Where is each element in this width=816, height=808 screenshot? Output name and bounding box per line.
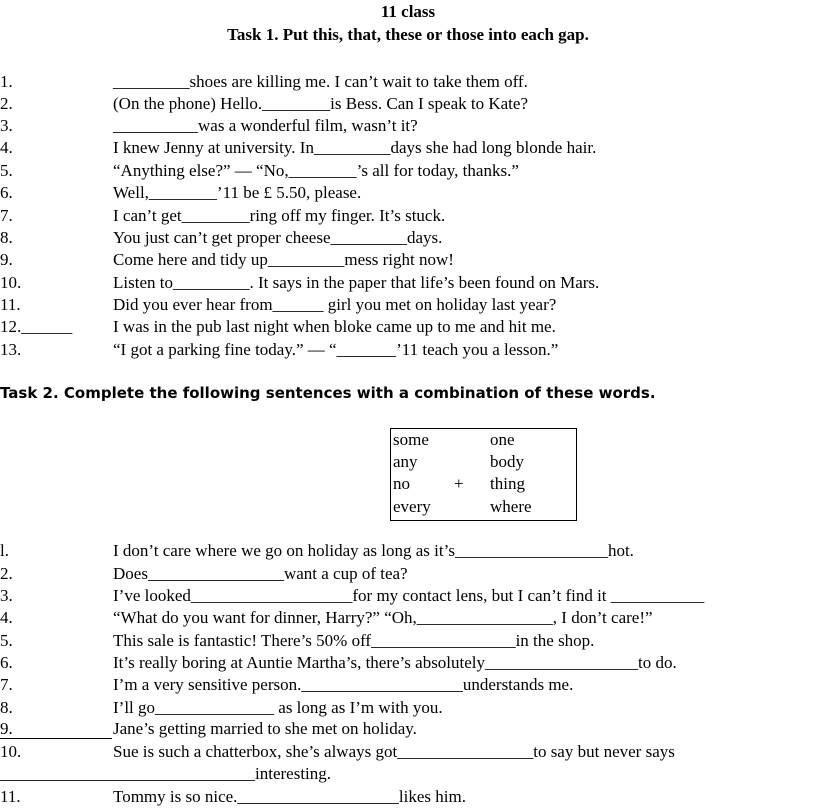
task2-item [0,786,816,808]
item-number: 11. [0,787,21,806]
task2-item [0,652,816,674]
item-number: l. [0,541,9,560]
prefix-word: any [393,452,418,471]
item-number: 7. [0,675,13,694]
task2-item [0,563,816,585]
item-number: 11. [0,295,21,314]
item-text: I don’t care where we go on holiday as long as it’s__________________hot. [113,541,634,560]
item-text: I’m a very sensitive person.___________________understands me. [113,675,574,694]
task2-title: Task 2. Complete the following sentences with a combination of these words. [0,384,656,402]
item-number: 4. [0,138,13,157]
item-text: It’s really boring at Auntie Martha’s, there’s absolutely__________________to do. [113,653,677,672]
word-combination-box [390,428,577,521]
item-number: 3. [0,586,13,605]
item-text: Jane’s getting married to she met on holiday. [113,719,417,738]
item-number: 5. [0,161,13,180]
item-number: 2. [0,564,13,583]
item-text: Listen to_________. It says in the paper that life’s been found on Mars. [113,273,600,292]
plus-sign: + [454,474,464,493]
suffix-word: where [490,497,532,516]
item-text: Did you ever hear from______ girl you met on holiday last year? [113,295,557,314]
task2-item [0,718,816,740]
item-text: “I got a parking fine today.” — “_______’11 teach you a lesson.” [113,340,559,359]
suffix-word: one [490,430,515,449]
item-text: Well,________’11 be £ 5.50, please. [113,183,362,202]
item-number: 9. [0,250,13,269]
item-number: 9. [0,719,13,738]
task2-item [0,540,816,562]
task1-item [0,115,816,137]
item-number: 10. [0,742,22,761]
item-number: 7. [0,206,13,225]
item-number: 6. [0,183,13,202]
task1-item [0,272,816,294]
item-number: 13. [0,340,22,359]
task1-item [0,316,816,338]
task1-item [0,160,816,182]
prefix-word: every [393,497,431,516]
item-number: 2. [0,94,13,113]
task2-item [0,630,816,652]
suffix-word: body [490,452,524,471]
task2-item [0,607,816,629]
item-text: I’ve looked___________________for my contact lens, but I can’t find it ___________ [113,586,705,605]
task2-item [0,585,816,607]
item-text: Come here and tidy up_________mess right now! [113,250,454,269]
prefix-word: no [393,474,410,493]
item-text: I was in the pub last night when bloke came up to me and hit me. [113,317,556,336]
task2-item [0,697,816,719]
item-number: 5. [0,631,13,650]
item-number: 8. [0,698,13,717]
item-text: Does________________want a cup of tea? [113,564,408,583]
task1-item [0,93,816,115]
item-text: This sale is fantastic! There’s 50% off_________________in the shop. [113,631,595,650]
item-text: I knew Jenny at university. In_________days she had long blonde hair. [113,138,597,157]
task2-item [0,674,816,696]
item-text: You just can’t get proper cheese_________days. [113,228,443,247]
task1-item [0,294,816,316]
item-number: 10. [0,273,22,292]
task2-item-continuation [0,763,816,785]
item-text: __________was a wonderful film, wasn’t it? [113,116,418,135]
item-number: 1. [0,72,13,91]
suffix-word: thing [490,474,525,493]
task1-item [0,137,816,159]
item-number: 4. [0,608,13,627]
item-number: 6. [0,653,13,672]
task1-item [0,339,816,361]
task1-item [0,182,816,204]
task1-item [0,71,816,93]
task1-item [0,249,816,271]
continuation-text: ______________________________interesting. [0,764,332,783]
item-text: Tommy is so nice.___________________likes him. [113,787,466,806]
item-text: (On the phone) Hello.________is Bess. Can I speak to Kate? [113,94,528,113]
class-label: 11 class [380,2,436,21]
task2-item [0,741,816,763]
task1-item [0,227,816,249]
task1-item [0,205,816,227]
item-text: “Anything else?” — “No,________’s all for today, thanks.” [113,161,519,180]
prefix-word: some [393,430,429,449]
item-text: “What do you want for dinner, Harry?” “Oh,________________, I don’t care!” [113,608,653,627]
item-text: Sue is such a chatterbox, she’s always got________________to say but never says [113,742,675,761]
item-text: _________shoes are killing me. I can’t wait to take them off. [113,72,528,91]
item-text: I’ll go______________ as long as I’m with you. [113,698,443,717]
item-underline [0,738,112,739]
task1-title: Task 1. Put this, that, these or those into each gap. [227,25,589,44]
item-number: 8. [0,228,13,247]
item-number: 12.______ [0,317,73,336]
item-text: I can’t get________ring off my finger. It’s stuck. [113,206,446,225]
item-number: 3. [0,116,13,135]
